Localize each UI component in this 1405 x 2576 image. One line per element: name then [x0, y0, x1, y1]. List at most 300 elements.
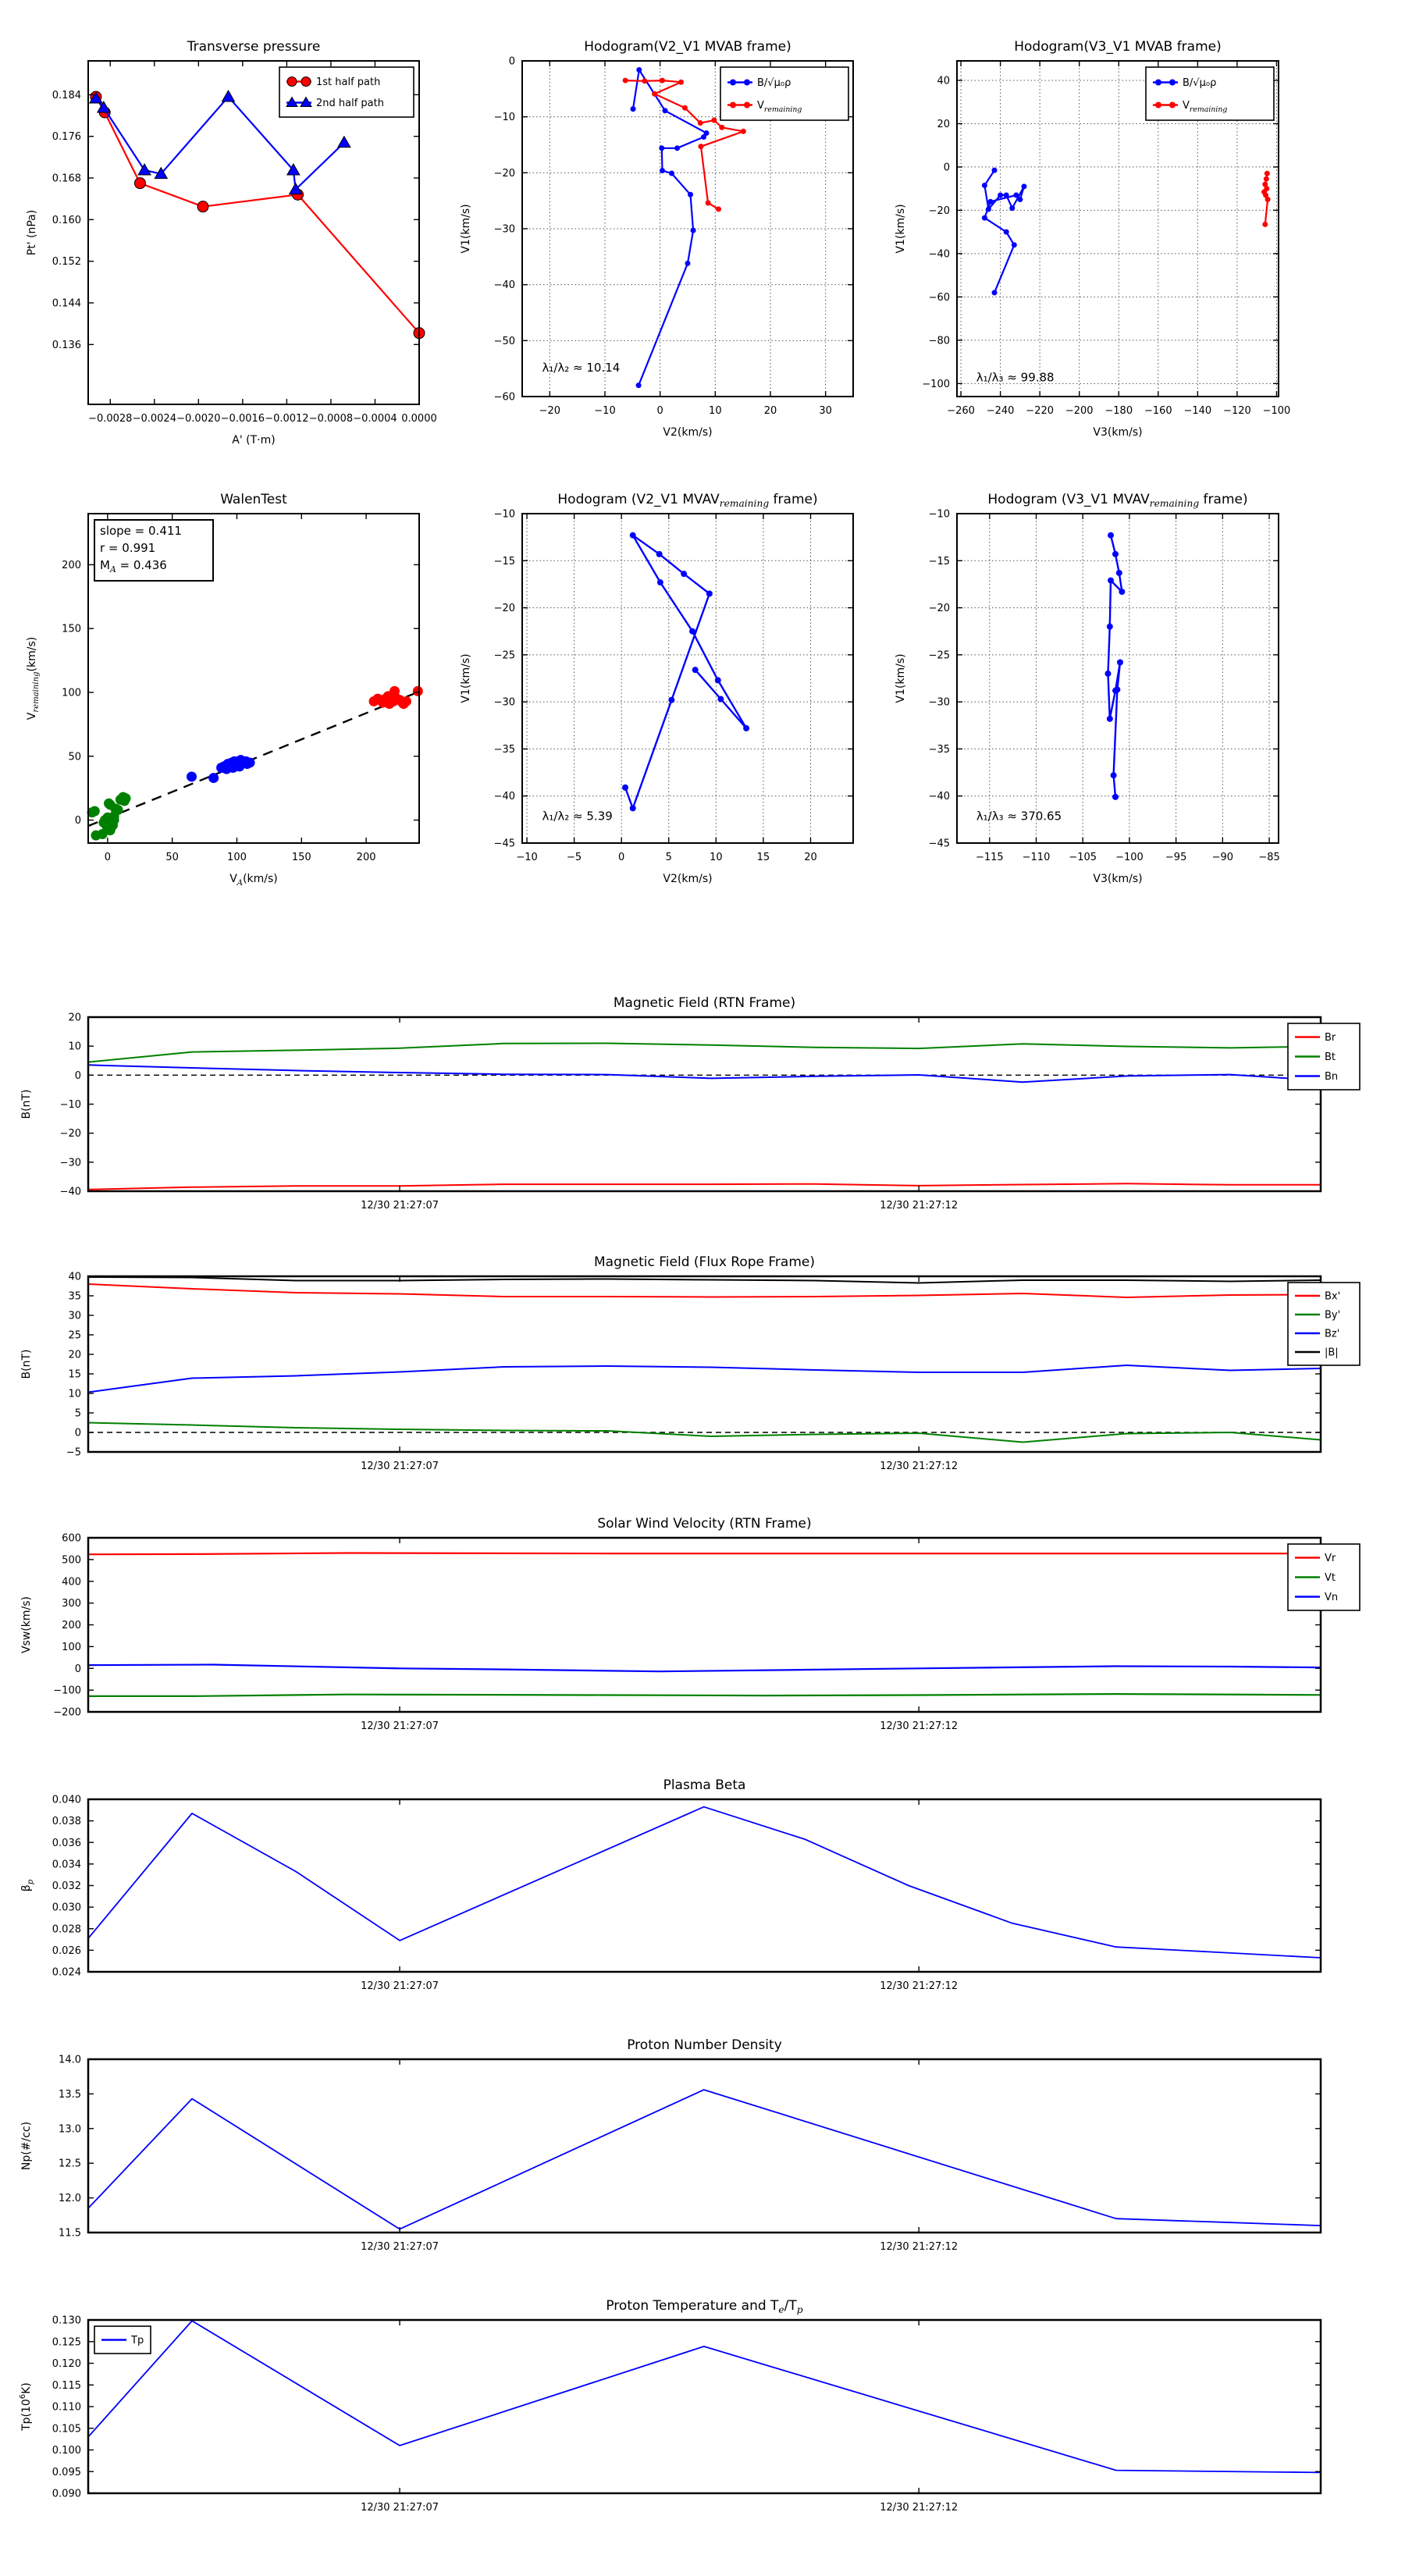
series-line	[96, 97, 419, 333]
data-point-marker	[138, 164, 151, 175]
y-tick-label: −40	[928, 791, 950, 803]
series-middle-interval	[187, 755, 255, 783]
data-point-marker	[681, 571, 687, 577]
y-tick-label: 0.026	[52, 1944, 81, 1957]
x-tick-label: 12/30 21:27:12	[880, 1461, 959, 1472]
data-point-marker	[636, 67, 642, 73]
chart-title: Hodogram (V2_V1 $MVAV_{remaining}$ frame)	[557, 492, 818, 509]
y-tick-label: 0.144	[52, 297, 81, 310]
y-tick-label: 0.028	[52, 1923, 81, 1936]
series-line	[88, 2090, 1321, 2229]
data-point-marker	[674, 145, 680, 151]
chart-walen-test	[26, 492, 423, 888]
lambda-ratio-annotation: λ₁/λ₃ ≈ 370.65	[976, 809, 1062, 824]
stat-line: r = 0.991	[100, 541, 156, 555]
data-point-marker	[1112, 794, 1119, 800]
data-point-marker	[642, 78, 647, 84]
legend	[279, 67, 414, 117]
series-b-hodogram	[1104, 532, 1125, 800]
data-point-marker	[992, 168, 998, 173]
y-tick-label: 0.036	[52, 1837, 81, 1849]
y-tick-label: −30	[928, 696, 950, 709]
data-point-marker	[623, 78, 628, 84]
data-point-marker	[660, 78, 665, 84]
y-tick-label: −40	[59, 1186, 81, 1198]
legend-label: 1st half path	[316, 76, 381, 88]
y-tick-label: −40	[493, 279, 515, 292]
y-tick-label: 15	[68, 1368, 81, 1381]
data-point-marker	[1107, 716, 1113, 722]
x-axis-label: V3(km/s)	[1093, 873, 1143, 885]
y-tick-label: 0.184	[52, 89, 81, 101]
data-point-marker	[986, 207, 991, 212]
data-point-marker	[1169, 80, 1176, 86]
series-br	[88, 1183, 1321, 1190]
chart-mag-field-rtn	[20, 995, 1360, 1212]
series-fit	[88, 692, 419, 826]
series-tp	[88, 2321, 1321, 2472]
x-tick-label: −260	[947, 405, 975, 417]
data-point-marker	[730, 102, 736, 109]
data-point-marker	[1012, 242, 1017, 247]
data-point-marker	[287, 77, 297, 87]
chart-hodogram-v3v1-mvav	[895, 492, 1280, 885]
data-point-marker	[741, 129, 746, 134]
data-point-marker	[688, 192, 693, 197]
legend-label: Bx'	[1325, 1290, 1341, 1303]
y-tick-label: 0.120	[52, 2358, 81, 2370]
data-point-marker	[717, 696, 724, 703]
x-tick-label: 100	[227, 852, 247, 863]
series-last-interval	[369, 686, 423, 709]
x-tick-label: −115	[975, 852, 1004, 863]
legend-label: Bn	[1325, 1071, 1339, 1083]
y-tick-label: −20	[493, 603, 515, 615]
y-tick-label: −45	[928, 838, 950, 850]
x-axis-label: V2(km/s)	[663, 873, 713, 885]
y-tick-label: 35	[68, 1290, 81, 1303]
axes-box	[88, 1538, 1321, 1712]
data-point-marker	[692, 667, 699, 673]
data-point-marker	[1111, 772, 1117, 778]
y-tick-label: 0.125	[52, 2336, 81, 2349]
chart-title: Plasma Beta	[663, 1777, 746, 1793]
data-point-marker	[105, 799, 116, 809]
series-line	[88, 692, 419, 826]
chart-title: Hodogram(V2_V1 MVAB frame)	[584, 39, 791, 55]
chart-title: Hodogram(V3_V1 MVAB frame)	[1014, 39, 1222, 55]
y-tick-label: −15	[928, 555, 950, 568]
data-point-marker	[1112, 551, 1119, 557]
y-tick-label: 10	[68, 1388, 81, 1400]
y-tick-label: −20	[928, 205, 950, 217]
legend	[1288, 1023, 1360, 1090]
x-tick-label: 12/30 21:27:12	[880, 2502, 959, 2514]
series-b-	[982, 168, 1027, 296]
data-point-marker	[134, 178, 145, 189]
y-tick-label: 0	[74, 1069, 81, 1082]
data-point-marker	[1108, 532, 1114, 539]
x-tick-label: −160	[1144, 405, 1172, 417]
series-bn	[88, 1065, 1321, 1082]
x-tick-label: 12/30 21:27:12	[880, 1200, 959, 1212]
y-tick-label: 0.040	[52, 1794, 81, 1806]
data-point-marker	[636, 382, 642, 388]
y-tick-label: 0.030	[52, 1902, 81, 1914]
data-point-marker	[998, 193, 1003, 198]
legend	[94, 2326, 151, 2354]
y-tick-label: −40	[493, 791, 515, 803]
x-tick-label: 0	[618, 852, 625, 863]
x-tick-label: −90	[1211, 852, 1234, 863]
y-tick-label: −5	[66, 1446, 81, 1459]
data-point-marker	[682, 105, 688, 111]
series-vn	[88, 1665, 1321, 1672]
x-axis-label: $V_A(km/s)$	[229, 873, 278, 888]
chart-title: Magnetic Field (Flux Rope Frame)	[594, 1254, 815, 1270]
y-tick-label: −10	[59, 1099, 81, 1111]
chart-mag-field-flux-rope	[20, 1254, 1360, 1472]
y-tick-label: 13.0	[59, 2123, 81, 2136]
y-tick-label: 0	[74, 1663, 81, 1675]
x-tick-label: −100	[1262, 405, 1291, 417]
data-point-marker	[338, 137, 350, 148]
x-tick-label: −100	[1115, 852, 1144, 863]
y-tick-label: −45	[493, 838, 515, 850]
data-point-marker	[1119, 589, 1125, 595]
series-b-	[631, 67, 710, 388]
x-tick-label: 5	[665, 852, 672, 863]
data-point-marker	[630, 532, 636, 539]
axis-ticks	[52, 2315, 1321, 2514]
y-axis-label: $Tp(10^6K)$	[19, 2382, 33, 2431]
data-point-marker	[730, 80, 736, 86]
x-tick-label: −200	[1065, 405, 1094, 417]
data-point-marker	[691, 228, 696, 233]
y-tick-label: −20	[493, 167, 515, 180]
data-point-marker	[719, 125, 724, 130]
y-tick-label: 13.5	[59, 2088, 81, 2101]
y-tick-label: −20	[59, 1128, 81, 1140]
series-line	[88, 1807, 1321, 1958]
axis-ticks	[52, 1795, 1321, 1993]
data-point-marker	[716, 206, 721, 212]
y-tick-label: 14.0	[59, 2054, 81, 2066]
series-bz-	[88, 1365, 1321, 1393]
chart-proton-number-density	[20, 2037, 1321, 2253]
data-point-marker	[669, 171, 674, 176]
data-point-marker	[1155, 80, 1161, 86]
x-tick-label: 15	[756, 852, 770, 863]
x-tick-label: −10	[594, 405, 616, 417]
x-tick-label: 20	[804, 852, 817, 863]
x-tick-label: 10	[710, 852, 723, 863]
y-axis-label: Pt' (nPa)	[26, 209, 38, 256]
data-point-marker	[982, 183, 987, 188]
y-axis-label: B(nT)	[20, 1349, 33, 1379]
x-tick-label: 200	[356, 852, 376, 863]
y-axis-label: V1(km/s)	[895, 204, 907, 254]
y-tick-label: 0.110	[52, 2401, 81, 2414]
y-tick-label: −25	[493, 649, 515, 662]
data-point-marker	[701, 134, 706, 140]
x-tick-label: 12/30 21:27:07	[361, 1461, 439, 1472]
y-axis-label: V1(km/s)	[460, 653, 472, 703]
data-point-marker	[992, 290, 998, 295]
axis-ticks	[60, 1012, 1321, 1212]
legend	[720, 67, 848, 120]
chart-title: Solar Wind Velocity (RTN Frame)	[597, 1516, 812, 1532]
axes-box	[88, 1799, 1321, 1972]
x-tick-label: 12/30 21:27:12	[880, 1720, 959, 1732]
data-point-marker	[711, 117, 717, 123]
legend	[1146, 67, 1274, 120]
data-point-marker	[301, 77, 311, 87]
x-axis-label: A' (T·m)	[232, 434, 276, 447]
data-point-marker	[413, 686, 423, 696]
y-tick-label: −30	[493, 696, 515, 709]
legend	[1288, 1544, 1360, 1610]
y-tick-label: 0.090	[52, 2488, 81, 2500]
x-tick-label: 12/30 21:27:07	[361, 1720, 439, 1732]
data-point-marker	[1009, 205, 1015, 211]
series-line	[88, 1365, 1321, 1393]
data-point-marker	[1117, 660, 1123, 666]
legend-box	[279, 67, 414, 117]
series-np	[88, 2090, 1321, 2229]
legend-label: 2nd half path	[316, 98, 384, 109]
y-tick-label: 40	[68, 1271, 81, 1283]
data-point-marker	[622, 785, 628, 791]
data-point-marker	[743, 725, 749, 731]
x-tick-label: −120	[1223, 405, 1251, 417]
chart-proton-temperature	[19, 2298, 1321, 2514]
chart-hodogram-v2v1-mvab	[460, 39, 853, 439]
data-point-marker	[1265, 197, 1271, 202]
stat-line: $M_A = 0.436$	[100, 558, 167, 575]
chart-hodogram-v3v1-mvab	[895, 39, 1290, 439]
y-tick-label: 12.5	[59, 2158, 81, 2170]
x-tick-label: 12/30 21:27:12	[880, 1980, 959, 1992]
y-tick-label: 100	[62, 687, 81, 699]
y-axis-label: V1(km/s)	[895, 653, 907, 703]
legend-label: $V_{remaining}$	[757, 100, 802, 114]
y-tick-label: 25	[68, 1329, 81, 1342]
series-line	[88, 1065, 1321, 1082]
data-point-marker	[245, 757, 255, 767]
chart-title: Magnetic Field (RTN Frame)	[613, 995, 796, 1011]
axes-box	[88, 2059, 1321, 2233]
y-tick-label: −25	[928, 649, 950, 662]
x-tick-label: −0.0008	[308, 413, 354, 425]
x-axis-label: V3(km/s)	[1093, 426, 1143, 439]
legend-label: Br	[1325, 1032, 1336, 1044]
data-point-marker	[744, 80, 750, 86]
data-point-marker	[1108, 578, 1114, 584]
series-line	[88, 1665, 1321, 1672]
x-tick-label: 150	[291, 852, 311, 863]
y-tick-label: 0.095	[52, 2466, 81, 2478]
data-point-marker	[1262, 222, 1268, 227]
series-1st-half-path	[91, 91, 425, 339]
chart-transverse-pressure	[26, 39, 437, 447]
x-tick-label: −0.0016	[220, 413, 265, 425]
y-tick-label: 0.152	[52, 256, 81, 269]
x-tick-label: −105	[1069, 852, 1097, 863]
y-tick-label: 0	[508, 55, 515, 68]
series-line	[88, 1044, 1321, 1062]
series-line	[88, 1694, 1321, 1696]
legend-label: B/√μ₀ρ	[1183, 77, 1217, 89]
chart-title: Transverse pressure	[187, 39, 321, 55]
x-tick-label: −0.0024	[132, 413, 176, 425]
data-point-marker	[1155, 102, 1161, 109]
data-point-marker	[1114, 686, 1120, 692]
data-point-marker	[987, 199, 993, 205]
series--b-	[88, 1277, 1321, 1283]
axis-ticks	[66, 1272, 1321, 1473]
x-tick-label: 0.0000	[401, 413, 437, 425]
x-tick-label: −240	[986, 405, 1015, 417]
y-tick-label: 0.136	[52, 339, 81, 351]
y-tick-label: −40	[928, 248, 950, 261]
data-point-marker	[652, 91, 657, 97]
legend-label: |B|	[1325, 1347, 1339, 1359]
data-point-marker	[656, 551, 663, 557]
y-tick-label: −15	[493, 555, 515, 568]
lambda-ratio-annotation: λ₁/λ₃ ≈ 99.88	[976, 370, 1055, 385]
series-bx-	[88, 1284, 1321, 1297]
y-tick-label: 0.032	[52, 1880, 81, 1892]
y-tick-label: 0.115	[52, 2379, 81, 2392]
y-tick-label: −35	[493, 743, 515, 756]
x-tick-label: 12/30 21:27:07	[361, 1980, 439, 1992]
y-tick-label: 0	[74, 1427, 81, 1439]
x-tick-label: −20	[539, 405, 561, 417]
axis-ticks	[59, 2055, 1321, 2254]
legend-label: Vr	[1325, 1553, 1336, 1564]
series-v-remaining-	[1261, 171, 1271, 227]
x-tick-label: −5	[567, 852, 582, 863]
y-tick-label: 0	[74, 815, 81, 827]
y-tick-label: 0.100	[52, 2445, 81, 2457]
x-tick-label: −0.0012	[265, 413, 309, 425]
y-tick-label: 200	[62, 1620, 81, 1631]
data-point-marker	[715, 677, 721, 683]
x-tick-label: −95	[1165, 852, 1187, 863]
y-tick-label: 5	[74, 1407, 81, 1420]
data-point-marker	[222, 91, 234, 101]
y-tick-label: 400	[62, 1576, 81, 1589]
data-point-marker	[982, 215, 987, 221]
axes-box	[522, 514, 853, 843]
stats-box	[94, 520, 213, 581]
y-tick-label: 20	[937, 118, 950, 130]
series-bt	[88, 1044, 1321, 1062]
y-tick-label: 20	[68, 1012, 81, 1024]
series-line	[88, 1277, 1321, 1283]
data-point-marker	[197, 201, 208, 212]
data-point-marker	[659, 145, 664, 151]
series-line	[88, 1553, 1321, 1555]
x-tick-label: 20	[763, 405, 777, 417]
y-tick-label: 150	[62, 623, 81, 635]
data-point-marker	[657, 579, 663, 585]
data-point-marker	[121, 793, 131, 803]
series-vt	[88, 1694, 1321, 1696]
data-point-marker	[1021, 183, 1026, 189]
y-tick-label: −10	[928, 508, 950, 521]
axes-box	[88, 1276, 1321, 1452]
data-point-marker	[401, 696, 411, 706]
x-tick-label: 12/30 21:27:07	[361, 2241, 439, 2253]
chart-hodogram-v2v1-mvav	[460, 492, 853, 885]
x-tick-label: 0	[656, 405, 663, 417]
data-point-marker	[631, 106, 636, 112]
data-point-marker	[663, 108, 668, 113]
legend-label: Bt	[1325, 1051, 1336, 1063]
legend	[1288, 1283, 1360, 1365]
y-tick-label: −30	[493, 223, 515, 236]
data-point-marker	[1169, 102, 1176, 109]
chart-title: Hodogram (V3_V1 $MVAV_{remaining}$ frame)	[987, 492, 1248, 509]
series-vr	[88, 1553, 1321, 1555]
x-tick-label: 12/30 21:27:07	[361, 1200, 439, 1212]
data-point-marker	[1013, 193, 1019, 198]
chart-title: Proton Number Density	[627, 2037, 782, 2053]
y-tick-label: 12.0	[59, 2193, 81, 2205]
y-tick-label: 200	[62, 559, 81, 571]
y-axis-label: Np(#/cc)	[20, 2121, 33, 2171]
y-tick-label: 20	[68, 1349, 81, 1361]
legend-label: Bz'	[1325, 1328, 1340, 1340]
x-tick-label: −140	[1183, 405, 1212, 417]
data-point-marker	[1004, 193, 1009, 198]
y-axis-label: $\beta_p$	[20, 1879, 35, 1892]
data-point-marker	[1116, 570, 1122, 576]
y-tick-label: 0.038	[52, 1816, 81, 1828]
data-point-marker	[744, 102, 750, 109]
legend-label: B/√μ₀ρ	[757, 77, 791, 89]
y-tick-label: 0.024	[52, 1966, 81, 1979]
data-point-marker	[1107, 624, 1113, 630]
data-point-marker	[90, 806, 100, 817]
data-point-marker	[668, 697, 674, 703]
legend-label: $V_{remaining}$	[1183, 100, 1228, 114]
y-tick-label: 10	[68, 1041, 81, 1053]
data-point-marker	[208, 773, 219, 783]
y-axis-label: B(nT)	[20, 1089, 33, 1119]
x-tick-label: 10	[709, 405, 722, 417]
y-axis-label: $V_{remaining}(km/s)$	[26, 636, 41, 720]
axes-box	[88, 1017, 1321, 1191]
x-tick-label: 12/30 21:27:12	[880, 2241, 959, 2253]
y-tick-label: 40	[937, 75, 950, 87]
data-point-marker	[706, 590, 713, 596]
y-tick-label: −100	[53, 1685, 81, 1697]
legend-label: Tp	[131, 2335, 144, 2347]
y-tick-label: 30	[68, 1310, 81, 1322]
data-point-marker	[1264, 171, 1270, 176]
y-tick-label: 100	[62, 1641, 81, 1653]
x-tick-label: 12/30 21:27:07	[361, 2502, 439, 2514]
y-tick-label: −35	[928, 743, 950, 756]
x-tick-label: −0.0028	[88, 413, 133, 425]
y-tick-label: 0.160	[52, 214, 81, 226]
y-axis-label: V1(km/s)	[460, 204, 472, 254]
data-point-marker	[1104, 671, 1111, 677]
data-point-marker	[685, 261, 691, 266]
